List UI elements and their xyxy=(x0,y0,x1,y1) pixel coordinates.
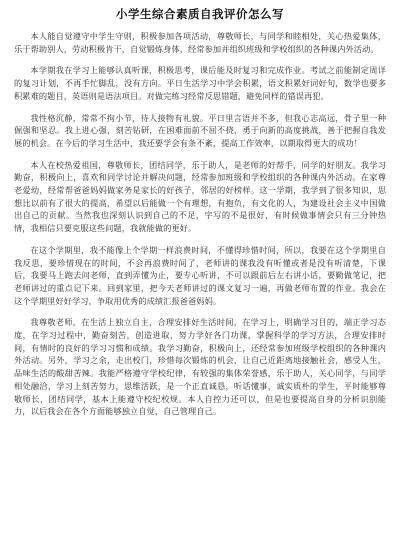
paragraph-6: 我尊敬老师，在生活上独立自主，合理安排好生活时间，在学习上，明确学习目的，端正学习态度，在学习过程中，勤奋刻苦，创造进取，努力学好各门功课，掌握科学的学习方法，合理安排时间，有情时的良好的学习习惯和成绩。我学习勤奋，积极向上，还经常参加班级学校组织的各种课内外活动。另外，学习之余，走出校门，珍惜每次锻炼的机会，让自己近距离地接触社会，感受人生，品味生活的酸甜苦辣。我能严格遵守学校纪律，有较强的集体荣誉感，乐于助人，关心同学，与同学相处融洽，学习上刻苦努力，思维活跃，是一个正直诚恳，听话懂事，诚实质朴的学生，平时能够尊敬师长，团结同学，基本上能遵守校纪校规。本人自控力还可以，但是也要提高自身的分析识别能力，以后我会在各个方面能够独立自觉，自己管理自己。 xyxy=(14,317,386,417)
document-title: 小学生综合素质自我评价怎么写 xyxy=(116,7,284,21)
paragraph-2: 本学期我在学习上能够认真听课，积极思考，课后能及时复习和完成作业。考试之前能制定周详的复习计划，不再手忙脚乱，没有方向。平日生活学习中学会积累，语文积累好词好句，数学也要多积累难的题目，英语则是语法项目。对做完练习经常反思错题，避免同样的错误再犯。 xyxy=(14,65,386,101)
paragraph-5: 在这个学期里，我不能像上个学期一样浪费时间，不懂得珍惜时间，所以，我要在这个学期里自我反思，要珍惜现在的时间，不会再浪费时间了，老师讲的课我没有听懂或者是没有听清楚，下课后，我要马上跑去问老师，直到弄懂为止，要专心听讲，不可以跟前后左右讲小话，要勤做笔记，把老师讲过的重点记下来。回到家里，把今天老师讲过的课文复习一遍，再做老师布置的作业。我会在这个学期里好好学习，争取用优秀的成绩汇报爸爸妈妈。 xyxy=(14,244,386,306)
paragraph-4: 本人在校热爱祖国，尊敬师长，团结同学，乐于助人，是老师的好帮手，同学的好朋友。我学习勤奋，积极向上，喜欢和同学讨论并解决问题，经常参加班级和学校组织的各种课内外活动。在家尊老爱幼，经常帮爸爸妈妈做家务是家长的好孩子，邻居的好榜样。这一学期，我学到了很多知识，思想比以前有了很大的提高，希望以后能做一个有理想，有抱负，有文化的人，为建设社会主义中国做出自己的贡献。当然我也深刻认识到自己的不足，字写的不是很好，有时候做事情会只有三分钟热情，我相信只要克服这些问题，我就能做的更好。 xyxy=(14,159,386,234)
paragraph-1: 本人能自觉遵守中学生守则，积极参加各项活动，尊敬师长，与同学和睦相处，关心热爱集体，乐于帮助别人，劳动积极肯干，自觉锻炼身体，经常参加并组织班级和学校组织的各种课内外活动。 xyxy=(14,31,386,54)
paragraph-3: 我性格沉静，常常不拘小节，待人接物有礼貌。平日里言语并不多，但我心志高远，骨子里一种倔强和坚忍。我上进心强，刻苦钻研，在困难面前不屈不挠，勇于向新的高度挑战，善于把握自我发展的机会。在今后的学习生活中，我还要学会有条不紊，提高工作效率，以期取得更大的成功！ xyxy=(14,112,386,148)
